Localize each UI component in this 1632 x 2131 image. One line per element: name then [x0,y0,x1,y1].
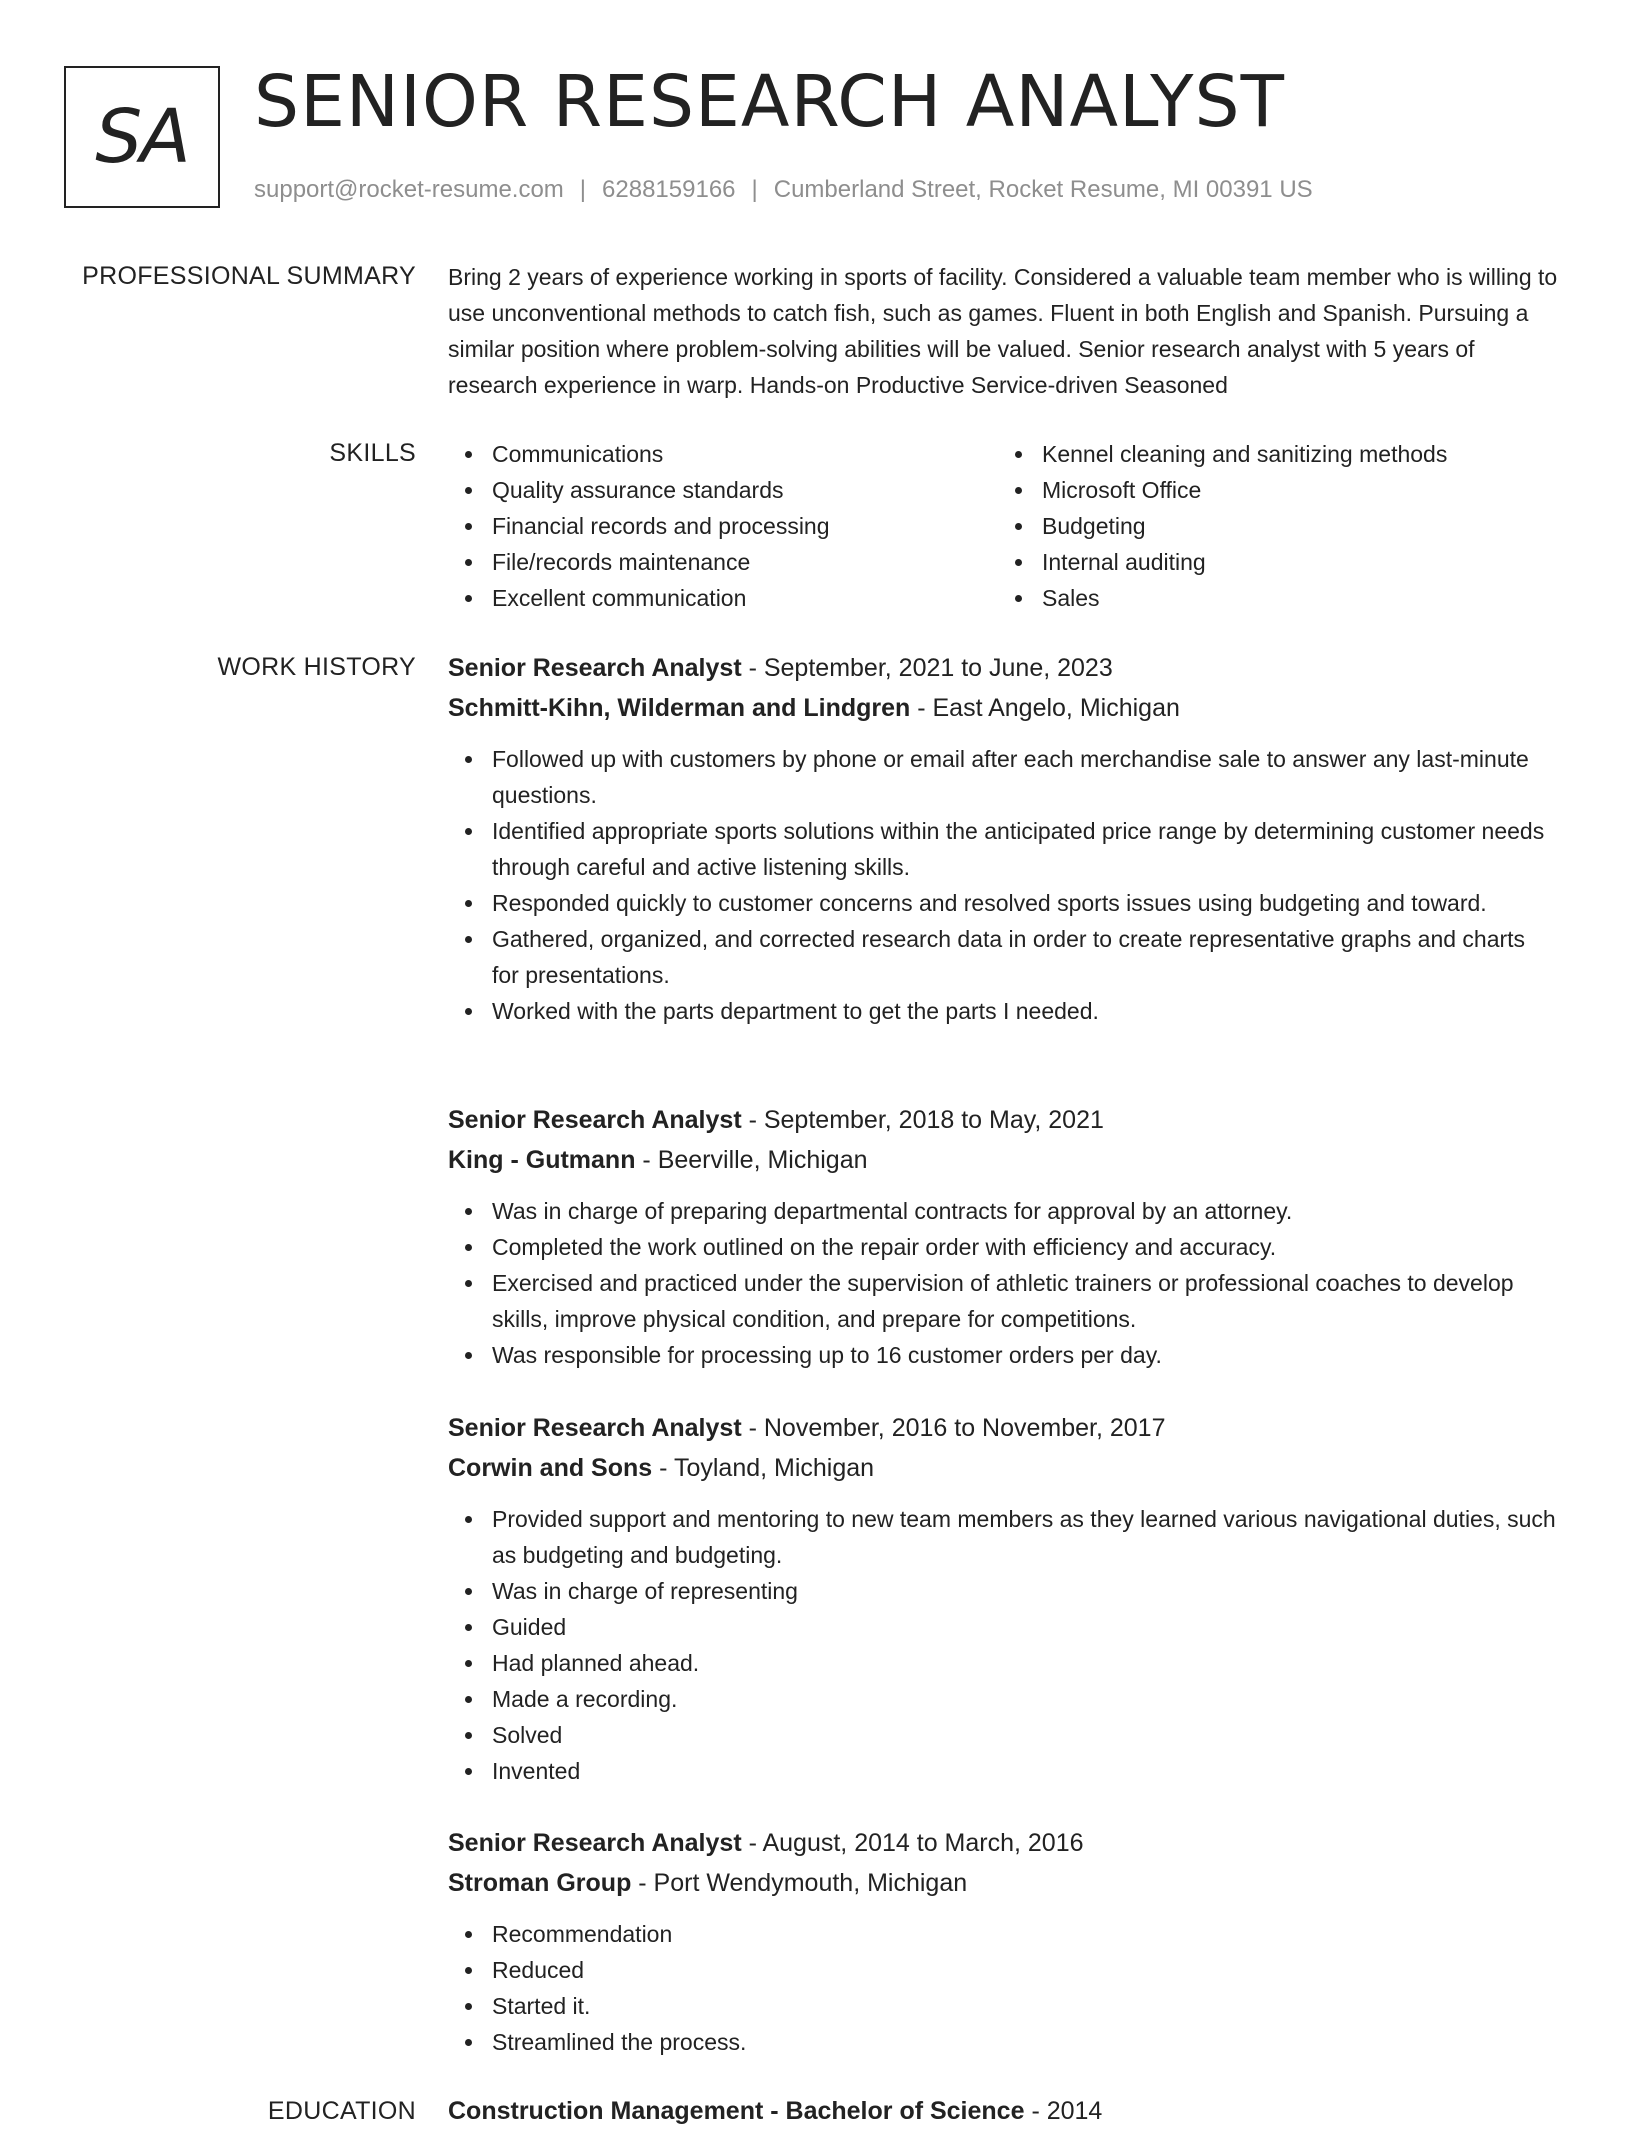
contact-line [254,174,1313,206]
summary-text: Bring 2 years of experience working in sports of facility. Considered a valuable team member who is willing to use unconventional methods to catch fish, such as games. Fluent in both English and Spanish. Pursuing a similar position where problem-solving abilities will be valued. Senior research analyst with 5 years of research experience in warp. Hands-on Productive Service-driven Seasoned [448,264,1558,398]
education-degree: Construction Management - Bachelor of Science [448,2097,1025,2125]
skills-list-left [448,436,998,616]
skill-item: File/records maintenance [448,544,998,580]
job-company-line [448,688,1558,728]
education-year: - 2014 [1024,2097,1103,2125]
job-bullet: Was in charge of representing [448,1573,1558,1609]
job-dates: - August, 2014 to March, 2016 [741,1829,1084,1857]
job-bullet: Worked with the parts department to get the parts I needed. [448,993,1558,1029]
contact-phone[interactable]: 6288159166 [602,176,736,203]
job-bullet: Had planned ahead. [448,1645,1558,1681]
job-bullet: Identified appropriate sports solutions within the anticipated price range by determining customer needs through careful and active listening skills. [448,813,1558,885]
job-bullet: Solved [448,1717,1558,1753]
job-bullet: Guided [448,1609,1558,1645]
contact-separator: | [579,176,587,203]
job-bullet: Was in charge of preparing departmental contracts for approval by an attorney. [448,1193,1558,1229]
summary-heading: PROFESSIONAL SUMMARY [82,262,416,290]
skills-list-right [998,436,1548,616]
job-company-line [448,1863,1558,1903]
skill-item: Budgeting [998,508,1548,544]
job-title: Senior Research Analyst [448,654,742,682]
job-bullet: Exercised and practiced under the supervision of athletic trainers or professional coaches to develop skills, improve physical condition, and prepare for competitions. [448,1265,1558,1337]
job-bullet: Streamlined the process. [448,2024,1558,2060]
contact-email[interactable]: support@rocket-resume.com [254,176,564,203]
job-bullet: Provided support and mentoring to new team members as they learned various navigational duties, such as budgeting and budgeting. [448,1501,1558,1573]
job-title-line [448,1408,1558,1448]
job-bullets [448,1193,1558,1373]
job-bullet: Followed up with customers by phone or email after each merchandise sale to answer any last-minute questions. [448,741,1558,813]
job-entry [448,648,1558,1029]
job-bullet: Invented [448,1753,1558,1789]
job-company: Stroman Group [448,1869,632,1897]
skill-item: Sales [998,580,1548,616]
job-dates: - September, 2018 to May, 2021 [741,1106,1104,1134]
job-company-line [448,1140,1558,1180]
job-bullet: Was responsible for processing up to 16 customer orders per day. [448,1337,1558,1373]
resume-title: SENIOR RESEARCH ANALYST [254,60,1285,143]
job-company: Schmitt-Kihn, Wilderman and Lindgren [448,694,911,722]
job-title: Senior Research Analyst [448,1106,742,1134]
job-bullets [448,1916,1558,2060]
job-title: Senior Research Analyst [448,1414,742,1442]
job-location: - East Angelo, Michigan [910,694,1180,722]
skills-body [448,436,1558,616]
job-bullet: Responded quickly to customer concerns and resolved sports issues using budgeting and toward. [448,885,1558,921]
contact-separator: | [751,176,758,203]
job-location: - Port Wendymouth, Michigan [631,1869,968,1897]
job-bullet: Made a recording. [448,1681,1558,1717]
skill-item: Microsoft Office [998,472,1548,508]
job-entry [448,1100,1558,1373]
summary-body [448,259,1558,403]
skill-item: Communications [448,436,998,472]
job-title-line [448,648,1558,688]
skill-item: Internal auditing [998,544,1548,580]
skill-item: Excellent communication [448,580,998,616]
job-company-line [448,1448,1558,1488]
job-entry [448,1823,1558,2060]
skill-item: Quality assurance standards [448,472,998,508]
work-history-heading: WORK HISTORY [217,653,416,681]
job-bullets [448,741,1558,1029]
job-bullet: Completed the work outlined on the repair order with efficiency and accuracy. [448,1229,1558,1265]
job-location: - Beerville, Michigan [635,1146,868,1174]
job-title: Senior Research Analyst [448,1829,742,1857]
skill-item: Kennel cleaning and sanitizing methods [998,436,1548,472]
monogram-initials: SA [95,94,189,180]
job-location: - Toyland, Michigan [652,1454,875,1482]
job-dates: - November, 2016 to November, 2017 [741,1414,1166,1442]
job-title-line [448,1100,1558,1140]
education-heading: EDUCATION [267,2097,416,2125]
job-bullet: Recommendation [448,1916,1558,1952]
job-title-line [448,1823,1558,1863]
job-dates: - September, 2021 to June, 2023 [741,654,1113,682]
job-entry [448,1408,1558,1789]
skills-grid [448,436,1558,616]
contact-address: Cumberland Street, Rocket Resume, MI 00391 US [773,176,1313,203]
job-bullets [448,1501,1558,1789]
skill-item: Financial records and processing [448,508,998,544]
job-bullet: Started it. [448,1988,1558,2024]
skills-heading: SKILLS [329,439,416,467]
job-company: King - Gutmann [448,1146,636,1174]
job-bullet: Gathered, organized, and corrected research data in order to create representative graphs and charts for presentations. [448,921,1558,993]
monogram-badge [64,66,220,208]
job-bullet: Reduced [448,1952,1558,1988]
job-company: Corwin and Sons [448,1454,653,1482]
education-line [448,2091,1102,2131]
